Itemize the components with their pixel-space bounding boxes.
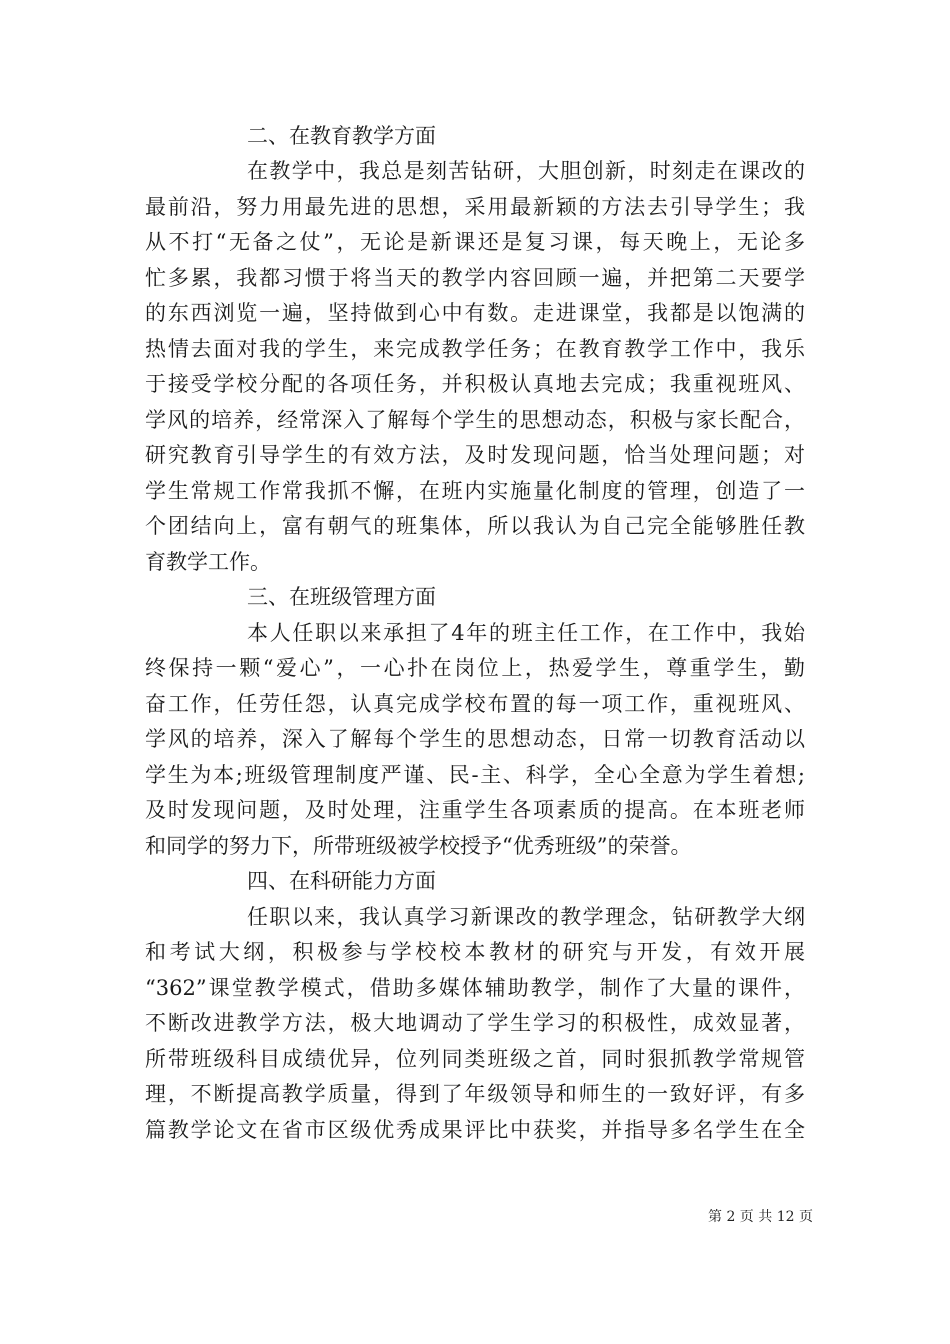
paragraph-line: 及时发现问题，及时处理，注重学生各项素质的提高。在本班老师 bbox=[145, 798, 805, 822]
paragraph-line: 和同学的努力下，所带班级被学校授予“优秀班级”的荣誉。 bbox=[145, 834, 692, 858]
paragraph-line: 个团结向上，富有朝气的班集体，所以我认为自己完全能够胜任教 bbox=[145, 514, 805, 538]
paragraph-line: 任职以来，我认真学习新课改的教学理念，钻研教学大纲 bbox=[247, 905, 805, 929]
paragraph-line: 忙多累，我都习惯于将当天的教学内容回顾一遍，并把第二天要学 bbox=[145, 266, 805, 290]
paragraph-line: “362”课堂教学模式，借助多媒体辅助教学，制作了大量的课件， bbox=[145, 976, 805, 1000]
paragraph-line: 育教学工作。 bbox=[145, 550, 271, 574]
paragraph-line: 热情去面对我的学生，来完成教学任务；在教育教学工作中，我乐 bbox=[145, 337, 805, 361]
section-heading-class-management: 三、在班级管理方面 bbox=[247, 585, 436, 609]
paragraph-line: 篇教学论文在省市区级优秀成果评比中获奖，并指导多名学生在全 bbox=[145, 1118, 805, 1142]
paragraph-line: 理，不断提高教学质量，得到了年级领导和师生的一致好评，有多 bbox=[145, 1082, 805, 1106]
paragraph-line: 的东西浏览一遍，坚持做到心中有数。走进课堂，我都是以饱满的 bbox=[145, 301, 805, 325]
paragraph-line: 学风的培养，经常深入了解每个学生的思想动态，积极与家长配合， bbox=[145, 408, 805, 432]
paragraph-line: 奋工作，任劳任怨，认真完成学校布置的每一项工作，重视班风、 bbox=[145, 692, 805, 716]
paragraph-line: 学风的培养，深入了解每个学生的思想动态，日常一切教育活动以 bbox=[145, 727, 805, 751]
paragraph-line: 于接受学校分配的各项任务，并积极认真地去完成；我重视班风、 bbox=[145, 372, 805, 396]
paragraph-line: 从不打“无备之仗”，无论是新课还是复习课，每天晚上，无论多 bbox=[145, 230, 805, 254]
paragraph-line: 本人任职以来承担了4年的班主任工作，在工作中，我始 bbox=[247, 621, 805, 645]
paragraph-line: 最前沿，努力用最先进的思想，采用最新颖的方法去引导学生；我 bbox=[145, 195, 805, 219]
paragraph-line: 学生为本;班级管理制度严谨、民-主、科学，全心全意为学生着想; bbox=[145, 763, 805, 787]
section-heading-teaching: 二、在教育教学方面 bbox=[247, 124, 436, 148]
paragraph-line: 在教学中，我总是刻苦钻研，大胆创新，时刻走在课改的 bbox=[247, 159, 805, 183]
paragraph-line: 不断改进教学方法，极大地调动了学生学习的积极性，成效显著， bbox=[145, 1011, 805, 1035]
page-number: 第 2 页 共 12 页 bbox=[708, 1209, 813, 1225]
paragraph-line: 终保持一颗“爱心”，一心扑在岗位上，热爱学生，尊重学生，勤 bbox=[145, 656, 805, 680]
paragraph-line: 学生常规工作常我抓不懈，在班内实施量化制度的管理，创造了一 bbox=[145, 479, 805, 503]
section-heading-research: 四、在科研能力方面 bbox=[247, 869, 436, 893]
paragraph-line: 研究教育引导学生的有效方法，及时发现问题，恰当处理问题；对 bbox=[145, 443, 805, 467]
paragraph-line: 所带班级科目成绩优异，位列同类班级之首，同时狠抓教学常规管 bbox=[145, 1047, 805, 1071]
paragraph-line: 和考试大纲，积极参与学校校本教材的研究与开发，有效开展 bbox=[145, 940, 805, 964]
